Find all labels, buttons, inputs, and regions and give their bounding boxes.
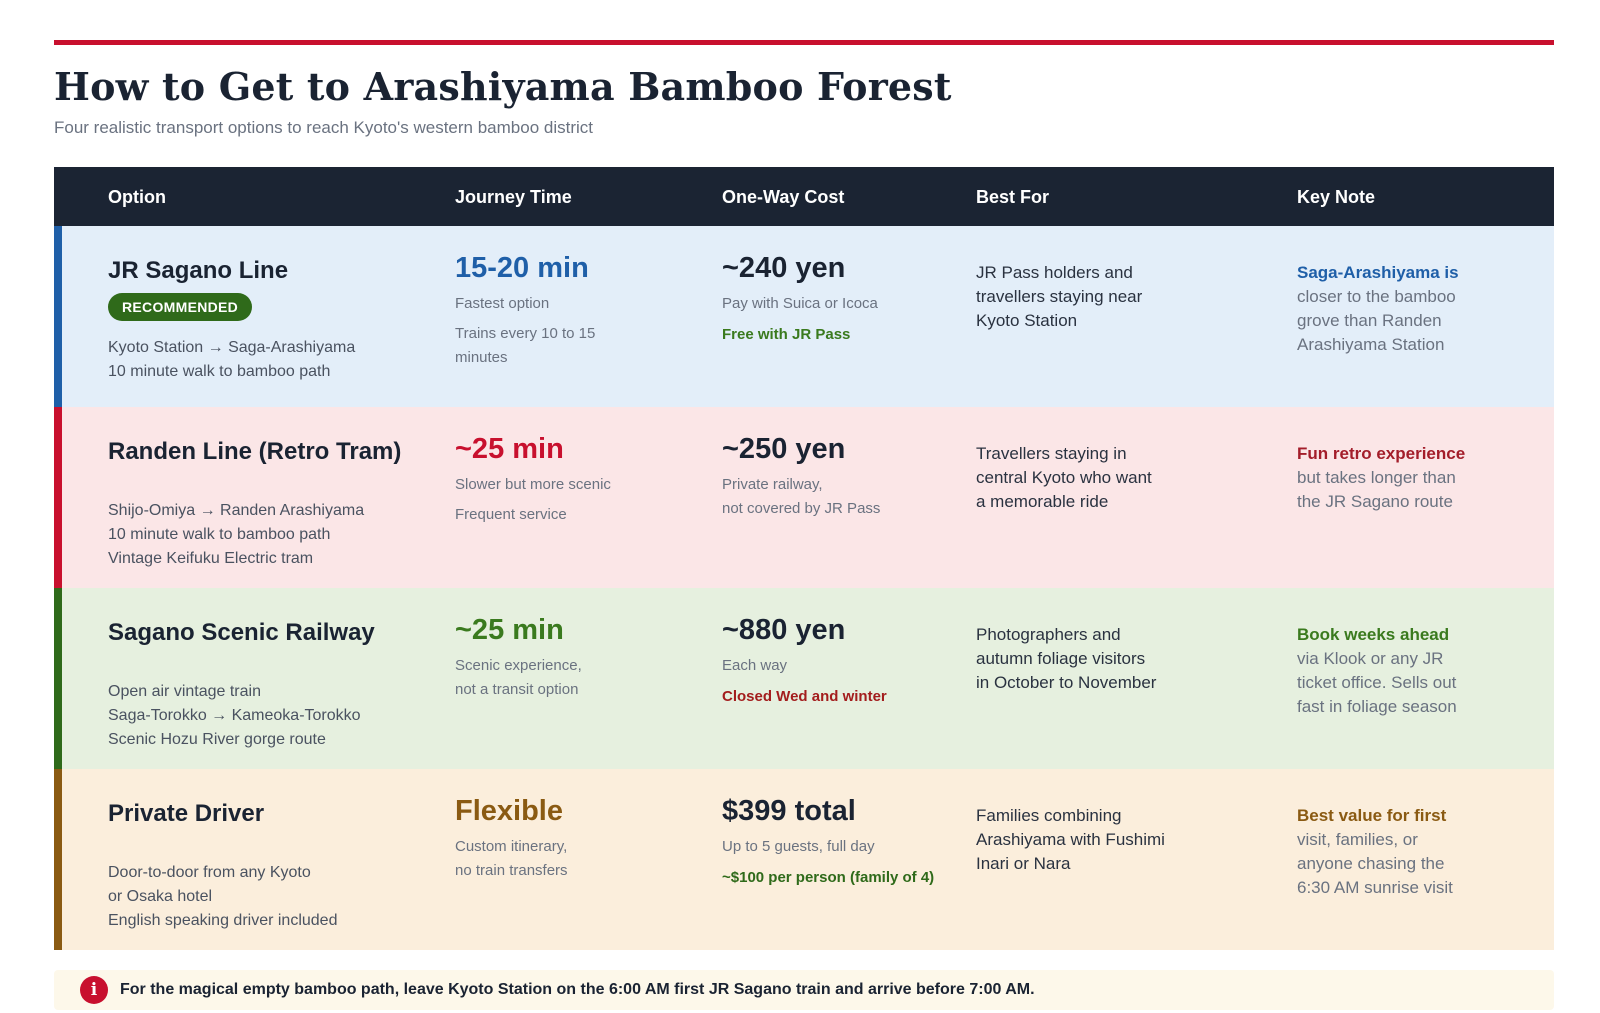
option-details — [108, 499, 364, 571]
cost-notes — [722, 292, 878, 316]
text-line: Scenic experience, — [455, 657, 582, 674]
option-name: Private Driver — [108, 800, 265, 827]
text-line: closer to the bamboo — [1297, 287, 1456, 306]
text-line: Fastest option — [455, 295, 550, 312]
text-line: Frequent service — [455, 506, 567, 523]
key-note-text — [1297, 804, 1453, 900]
text-line: Inari or Nara — [976, 854, 1071, 873]
key-note-text — [1297, 442, 1465, 514]
text-line: Custom itinerary, — [455, 838, 568, 855]
row-accent-stripe — [54, 588, 62, 769]
text-line: the JR Sagano route — [1297, 492, 1453, 511]
column-header-key-note: Key Note — [1297, 187, 1376, 207]
key-note-highlight: Saga-Arashiyama is — [1297, 263, 1459, 282]
option-name: Sagano Scenic Railway — [108, 619, 375, 646]
text-line: Door-to-door from any Kyoto — [108, 864, 311, 881]
text-line: visit, families, or — [1297, 830, 1418, 849]
cost-value: $399 total — [722, 795, 856, 827]
text-line: Photographers and — [976, 625, 1121, 644]
table-body — [54, 226, 1554, 950]
text-line: central Kyoto who want — [976, 468, 1152, 487]
journey-time-value: Flexible — [455, 795, 563, 827]
option-details — [108, 680, 361, 752]
key-note-highlight: Book weeks ahead — [1297, 625, 1450, 644]
journey-time-notes — [455, 654, 582, 702]
tip-banner — [54, 970, 1554, 1010]
journey-time-value: ~25 min — [455, 433, 564, 465]
text-line: English speaking driver included — [108, 912, 338, 929]
cost-notes — [722, 835, 875, 859]
text-line: not covered by JR Pass — [722, 500, 881, 517]
text-line: but takes longer than — [1297, 468, 1456, 487]
best-for-text — [976, 623, 1156, 695]
journey-time-frequency — [455, 322, 595, 370]
text-line: a memorable ride — [976, 492, 1109, 511]
text-line: Private railway, — [722, 476, 823, 493]
text-line: 6:30 AM sunrise visit — [1297, 878, 1453, 897]
text-line: minutes — [455, 349, 508, 366]
cost-notes — [722, 473, 880, 521]
text-line: JR Pass holders and — [976, 263, 1133, 282]
journey-time-notes — [455, 835, 568, 883]
text-line: or Osaka hotel — [108, 888, 213, 905]
transport-table — [54, 167, 1554, 950]
text-line: fast in foliage season — [1297, 697, 1457, 716]
text-line: Vintage Keifuku Electric tram — [108, 550, 314, 567]
table-row — [54, 769, 1554, 950]
top-accent-rule — [54, 40, 1554, 45]
column-header-journey-time: Journey Time — [455, 187, 572, 207]
text-line: in October to November — [976, 673, 1157, 692]
page-title: How to Get to Arashiyama Bamboo Forest — [54, 64, 952, 109]
text-line: travellers staying near — [976, 287, 1143, 306]
table-header — [54, 167, 1554, 226]
key-note-highlight: Fun retro experience — [1297, 444, 1466, 463]
text-line: Kyoto Station — [976, 311, 1078, 330]
journey-time-notes — [455, 473, 611, 497]
table-row — [54, 407, 1554, 588]
cost-value: ~880 yen — [722, 614, 846, 646]
text-line: Pay with Suica or Icoca — [722, 295, 878, 312]
text-line: grove than Randen — [1297, 311, 1442, 330]
text-line: Each way — [722, 657, 788, 674]
text-line: Arashiyama Station — [1297, 335, 1445, 354]
best-for-text — [976, 442, 1152, 514]
option-name: Randen Line (Retro Tram) — [108, 438, 402, 465]
column-header-best-for: Best For — [976, 187, 1050, 207]
text-line: Travellers staying in — [976, 444, 1127, 463]
column-header-option: Option — [108, 187, 166, 207]
text-line: no train transfers — [455, 862, 568, 879]
cost-highlight: ~$100 per person (family of 4) — [722, 869, 935, 886]
text-line: Families combining — [976, 806, 1122, 825]
table-row — [54, 588, 1554, 769]
option-details — [108, 861, 337, 933]
text-line: Open air vintage train — [108, 683, 261, 700]
table-row — [54, 226, 1554, 407]
text-line: anyone chasing the — [1297, 854, 1445, 873]
journey-time-value: ~25 min — [455, 614, 564, 646]
text-line: 10 minute walk to bamboo path — [108, 363, 331, 380]
text-line: Shijo-Omiya → Randen Arashiyama — [108, 502, 365, 519]
journey-time-value: 15-20 min — [455, 252, 589, 284]
text-line: autumn foliage visitors — [976, 649, 1146, 668]
text-line: via Klook or any JR — [1297, 649, 1444, 668]
info-icon: i — [80, 976, 108, 1004]
row-accent-stripe — [54, 226, 62, 407]
cost-value: ~250 yen — [722, 433, 846, 465]
journey-time-frequency — [455, 503, 567, 527]
text-line: Up to 5 guests, full day — [722, 838, 875, 855]
text-line: ticket office. Sells out — [1297, 673, 1457, 692]
key-note-text — [1297, 623, 1457, 719]
text-line: 10 minute walk to bamboo path — [108, 526, 331, 543]
cost-highlight: Closed Wed and winter — [722, 688, 887, 705]
tip-text: For the magical empty bamboo path, leave Kyoto Station on the 6:00 AM first JR Sagano train and arrive before 7:00 AM. — [120, 981, 1035, 998]
key-note-highlight: Best value for first — [1297, 806, 1447, 825]
option-name: JR Sagano Line — [108, 257, 289, 284]
text-line: Kyoto Station → Saga-Arashiyama — [108, 339, 356, 356]
text-line: Slower but more scenic — [455, 476, 611, 493]
text-line: Arashiyama with Fushimi — [976, 830, 1165, 849]
recommended-badge: RECOMMENDED — [108, 293, 252, 321]
row-accent-stripe — [54, 407, 62, 588]
text-line: not a transit option — [455, 681, 579, 698]
option-details — [108, 336, 355, 384]
cost-highlight: Free with JR Pass — [722, 326, 851, 343]
cost-notes — [722, 654, 787, 678]
cost-value: ~240 yen — [722, 252, 846, 284]
journey-time-notes — [455, 292, 549, 316]
text-line: Saga-Torokko → Kameoka-Torokko — [108, 707, 361, 724]
best-for-text — [976, 804, 1165, 876]
text-line: Scenic Hozu River gorge route — [108, 731, 326, 748]
best-for-text — [976, 261, 1142, 333]
text-line: Trains every 10 to 15 — [455, 325, 596, 342]
column-header-cost: One-Way Cost — [722, 187, 845, 207]
row-accent-stripe — [54, 769, 62, 950]
key-note-text — [1297, 261, 1459, 357]
page-subtitle: Four realistic transport options to reach Kyoto's western bamboo district — [54, 118, 593, 137]
